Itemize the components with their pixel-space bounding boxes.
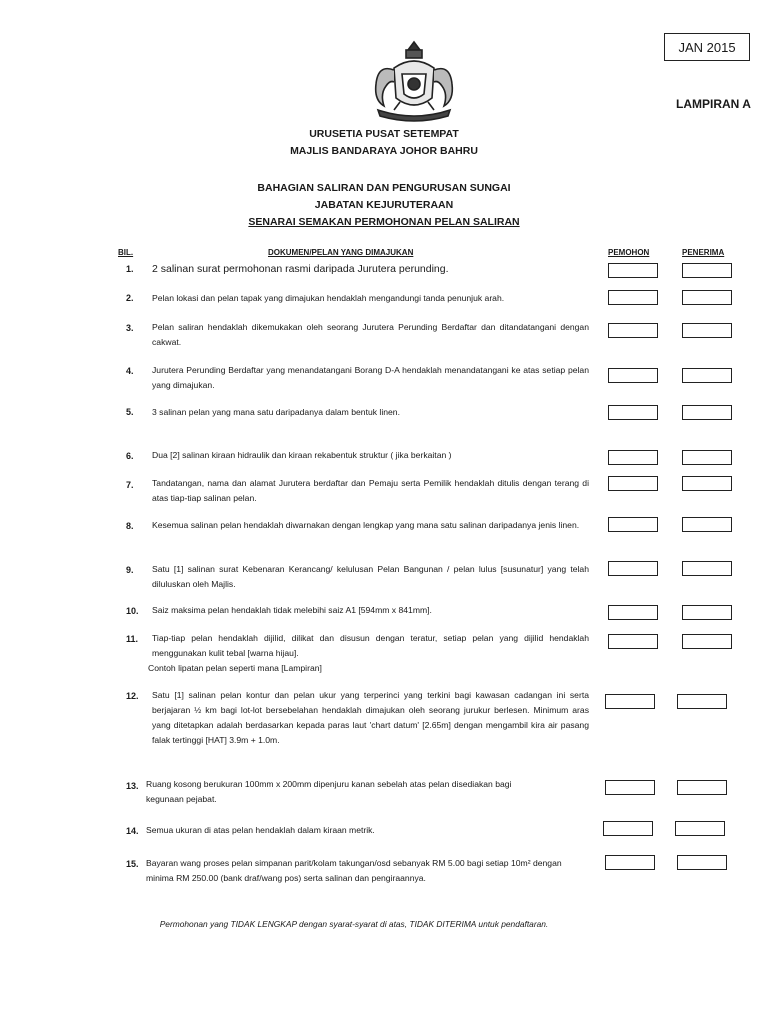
item-text: Satu [1] salinan surat Kebenaran Kerancang/ kelulusan Pelan Bangunan / pelan lulus [susunatur] yang telah diluluskan oleh Majlis. — [152, 564, 589, 589]
receiver-checkbox[interactable] — [682, 323, 732, 338]
column-applicant: PEMOHON — [608, 248, 650, 257]
applicant-checkbox[interactable] — [608, 634, 658, 649]
receiver-checkbox[interactable] — [682, 405, 732, 420]
item-number: 9. — [126, 565, 134, 575]
item-text: Tiap-tiap pelan hendaklah dijilid, dilikat dan disusun dengan teratur, setiap pelan yang dijilid hendaklah menggunakan kulit tebal [warna hijau]. — [152, 633, 589, 658]
item-number: 12. — [126, 691, 139, 701]
item-text: Tandatangan, nama dan alamat Jurutera berdaftar dan Pemaju serta Pemilik hendaklah ditulis dengan terang di atas tiap-tiap salinan pelan. — [152, 478, 589, 503]
receiver-checkbox[interactable] — [677, 780, 727, 795]
item-text: Saiz maksima pelan hendaklah tidak melebihi saiz A1 [594mm x 841mm]. — [152, 605, 432, 615]
receiver-checkbox[interactable] — [677, 694, 727, 709]
footer-note: Permohonan yang TIDAK LENGKAP dengan syarat-syarat di atas, TIDAK DITERIMA untuk pendaftaran. — [159, 919, 549, 929]
applicant-checkbox[interactable] — [608, 368, 658, 383]
appendix-label: LAMPIRAN A — [676, 97, 751, 111]
receiver-checkbox[interactable] — [682, 561, 732, 576]
item-text: Pelan saliran hendaklah dikemukakan oleh seorang Jurutera Perunding Berdaftar dan ditandatangani dengan cakwat. — [152, 322, 589, 347]
item-number: 1. — [126, 264, 134, 274]
applicant-checkbox[interactable] — [608, 605, 658, 620]
item-text: Ruang kosong berukuran 100mm x 200mm dipenjuru kanan sebelah atas pelan disediakan bagi kegunaan pejabat. — [146, 779, 512, 804]
applicant-checkbox[interactable] — [608, 263, 658, 278]
item-text: Pelan lokasi dan pelan tapak yang dimajukan hendaklah mengandungi tanda penunjuk arah. — [152, 293, 505, 303]
item-number: 7. — [126, 480, 134, 490]
document-title: SENARAI SEMAKAN PERMOHONAN PELAN SALIRAN — [248, 216, 520, 228]
column-receiver: PENERIMA — [682, 248, 725, 257]
item-number: 4. — [126, 366, 134, 376]
applicant-checkbox[interactable] — [608, 450, 658, 465]
item-number: 2. — [126, 293, 134, 303]
item-text: Bayaran wang proses pelan simpanan parit/kolam takungan/osd sebanyak RM 5.00 bagi setiap 10m² dengan minima RM 250.00 (bank draf/wang pos) serta salinan dan pengiraannya. — [146, 858, 562, 883]
applicant-checkbox[interactable] — [608, 323, 658, 338]
applicant-checkbox[interactable] — [605, 694, 655, 709]
receiver-checkbox[interactable] — [682, 450, 732, 465]
header-division: BAHAGIAN SALIRAN DAN PENGURUSAN SUNGAI — [257, 182, 511, 194]
item-text: 3 salinan pelan yang mana satu daripadanya dalam bentuk linen. — [152, 407, 400, 417]
applicant-checkbox[interactable] — [608, 476, 658, 491]
column-number: BIL. — [118, 248, 134, 257]
item-number: 8. — [126, 521, 134, 531]
applicant-checkbox[interactable] — [608, 517, 658, 532]
receiver-checkbox[interactable] — [682, 368, 732, 383]
item-text: Jurutera Perunding Berdaftar yang menandatangani Borang D-A hendaklah menandatangani ke atas setiap pelan yang dimajukan. — [152, 365, 589, 390]
receiver-checkbox[interactable] — [682, 263, 732, 278]
crest-icon — [364, 40, 464, 124]
applicant-checkbox[interactable] — [603, 821, 653, 836]
item-text: Dua [2] salinan kiraan hidraulik dan kiraan rekabentuk struktur ( jika berkaitan ) — [152, 450, 452, 460]
column-document: DOKUMEN/PELAN YANG DIMAJUKAN — [268, 248, 414, 257]
item-text: Semua ukuran di atas pelan hendaklah dalam kiraan metrik. — [146, 825, 375, 835]
receiver-checkbox[interactable] — [682, 476, 732, 491]
item-number: 6. — [126, 451, 134, 461]
item-number: 11. — [126, 634, 139, 644]
applicant-checkbox[interactable] — [608, 405, 658, 420]
date-stamp: JAN 2015 — [664, 33, 750, 61]
receiver-checkbox[interactable] — [682, 517, 732, 532]
receiver-checkbox[interactable] — [682, 605, 732, 620]
item-number: 15. — [126, 859, 139, 869]
item-number: 5. — [126, 407, 134, 417]
item-number: 14. — [126, 826, 139, 836]
item-text: 2 salinan surat permohonan rasmi daripada Jurutera perunding. — [152, 263, 449, 275]
applicant-checkbox[interactable] — [605, 780, 655, 795]
item-text: Kesemua salinan pelan hendaklah diwarnakan dengan lengkap yang mana satu salinan daripadanya jenis linen. — [152, 520, 580, 530]
item-number: 3. — [126, 323, 134, 333]
receiver-checkbox[interactable] — [682, 290, 732, 305]
receiver-checkbox[interactable] — [682, 634, 732, 649]
applicant-checkbox[interactable] — [608, 561, 658, 576]
header-department: JABATAN KEJURUTERAAN — [314, 199, 454, 211]
item-note: Contoh lipatan pelan seperti mana [Lampiran] — [148, 663, 322, 673]
header-office: URUSETIA PUSAT SETEMPAT — [309, 128, 459, 140]
item-number: 13. — [126, 781, 139, 791]
applicant-checkbox[interactable] — [605, 855, 655, 870]
receiver-checkbox[interactable] — [677, 855, 727, 870]
receiver-checkbox[interactable] — [675, 821, 725, 836]
applicant-checkbox[interactable] — [608, 290, 658, 305]
item-text: Satu [1] salinan pelan kontur dan pelan ukur yang terperinci yang terkini bagi kawasan cadangan ini serta berjajaran ½ km bagi lot-lot bersebelahan hendaklah dimajukan oleh seorang jurukur berlesen. Minimum aras yang ditetapkan adalah berdasarkan kepada paras laut 'chart datum' [2.65m] dengan mengambil kira air pasang falak tertinggi [HAT] 3.9m + 1.0m. — [152, 690, 589, 745]
header-council: MAJLIS BANDARAYA JOHOR BAHRU — [290, 145, 478, 157]
item-number: 10. — [126, 606, 139, 616]
